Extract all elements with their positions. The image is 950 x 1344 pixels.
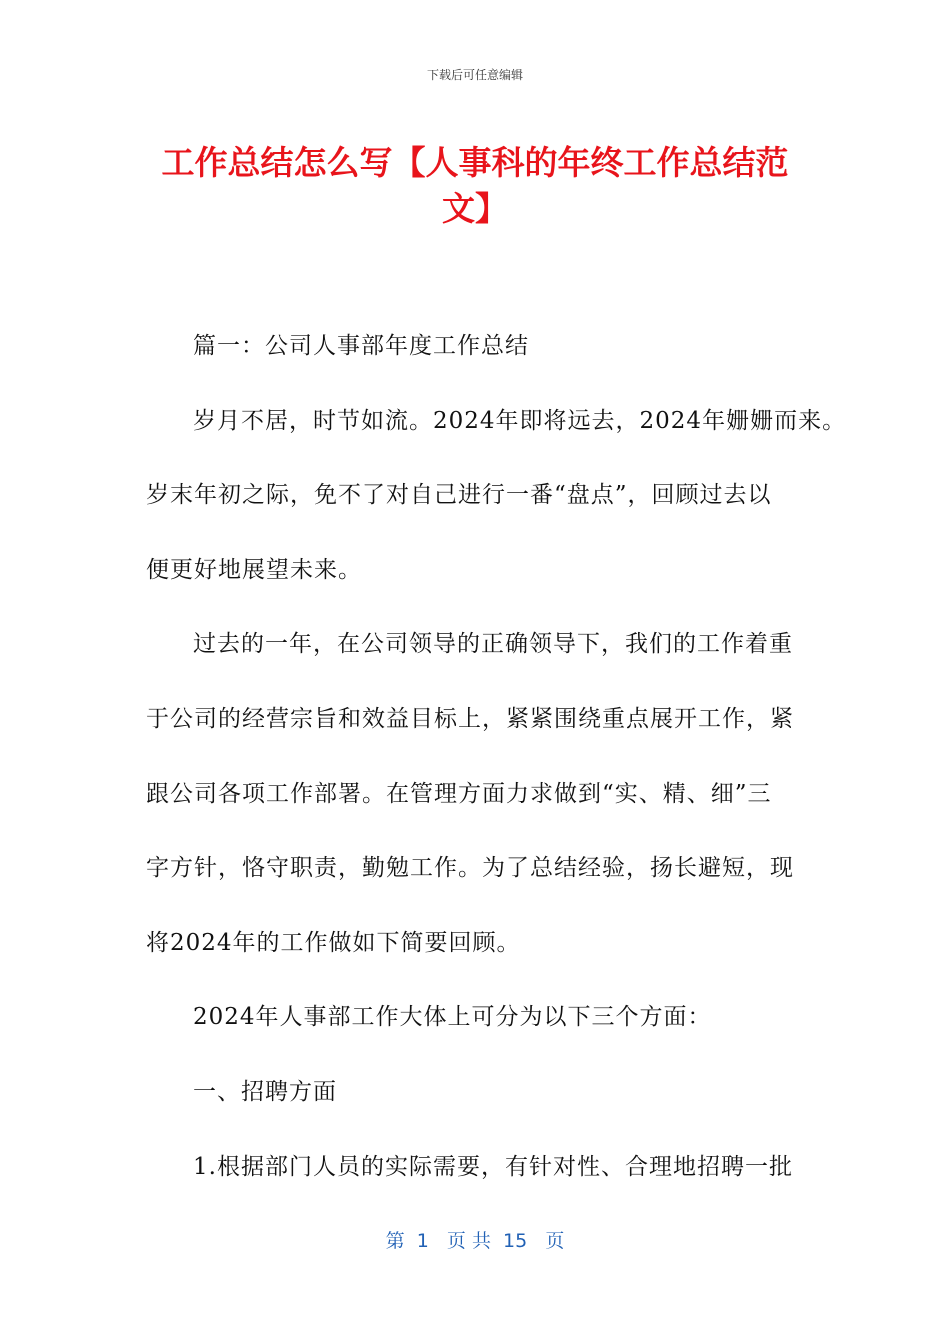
paragraph-line: 岁末年初之际，免不了对自己进行一番“盘点”，回顾过去以	[146, 482, 772, 509]
paragraph-line: 便更好地展望未来。	[146, 556, 362, 583]
paragraph-line: 过去的一年，在公司领导的正确领导下，我们的工作着重	[193, 631, 793, 658]
section-heading: 篇一：公司人事部年度工作总结	[193, 333, 529, 359]
paragraph-line: 将2024年的工作做如下简要回顾。	[146, 929, 521, 956]
paragraph-line: 于公司的经营宗旨和效益目标上，紧紧围绕重点展开工作，紧	[146, 705, 794, 732]
page-number-footer: 第 1 页 共 15 页	[385, 1230, 565, 1252]
paragraph-line: 字方针，恪守职责，勤勉工作。为了总结经验，扬长避短，现	[146, 855, 794, 882]
paragraph-line: 跟公司各项工作部署。在管理方面力求做到“实、精、细”三	[146, 780, 772, 807]
document-body	[146, 321, 847, 1216]
title-line-2: 文】	[442, 189, 508, 228]
subsection-heading: 一、招聘方面	[193, 1078, 337, 1105]
paragraph-line: 2024年人事部工作大体上可分为以下三个方面：	[193, 1004, 712, 1031]
paragraph-line: 岁月不居，时节如流。2024年即将远去，2024年姗姗而来。	[193, 407, 847, 434]
title-line-1: 工作总结怎么写【人事科的年终工作总结范	[161, 143, 789, 182]
document-title	[140, 140, 810, 232]
page-header-note: 下载后可任意编辑	[426, 68, 523, 82]
paragraph-line: 1.根据部门人员的实际需要，有针对性、合理地招聘一批	[193, 1153, 793, 1180]
